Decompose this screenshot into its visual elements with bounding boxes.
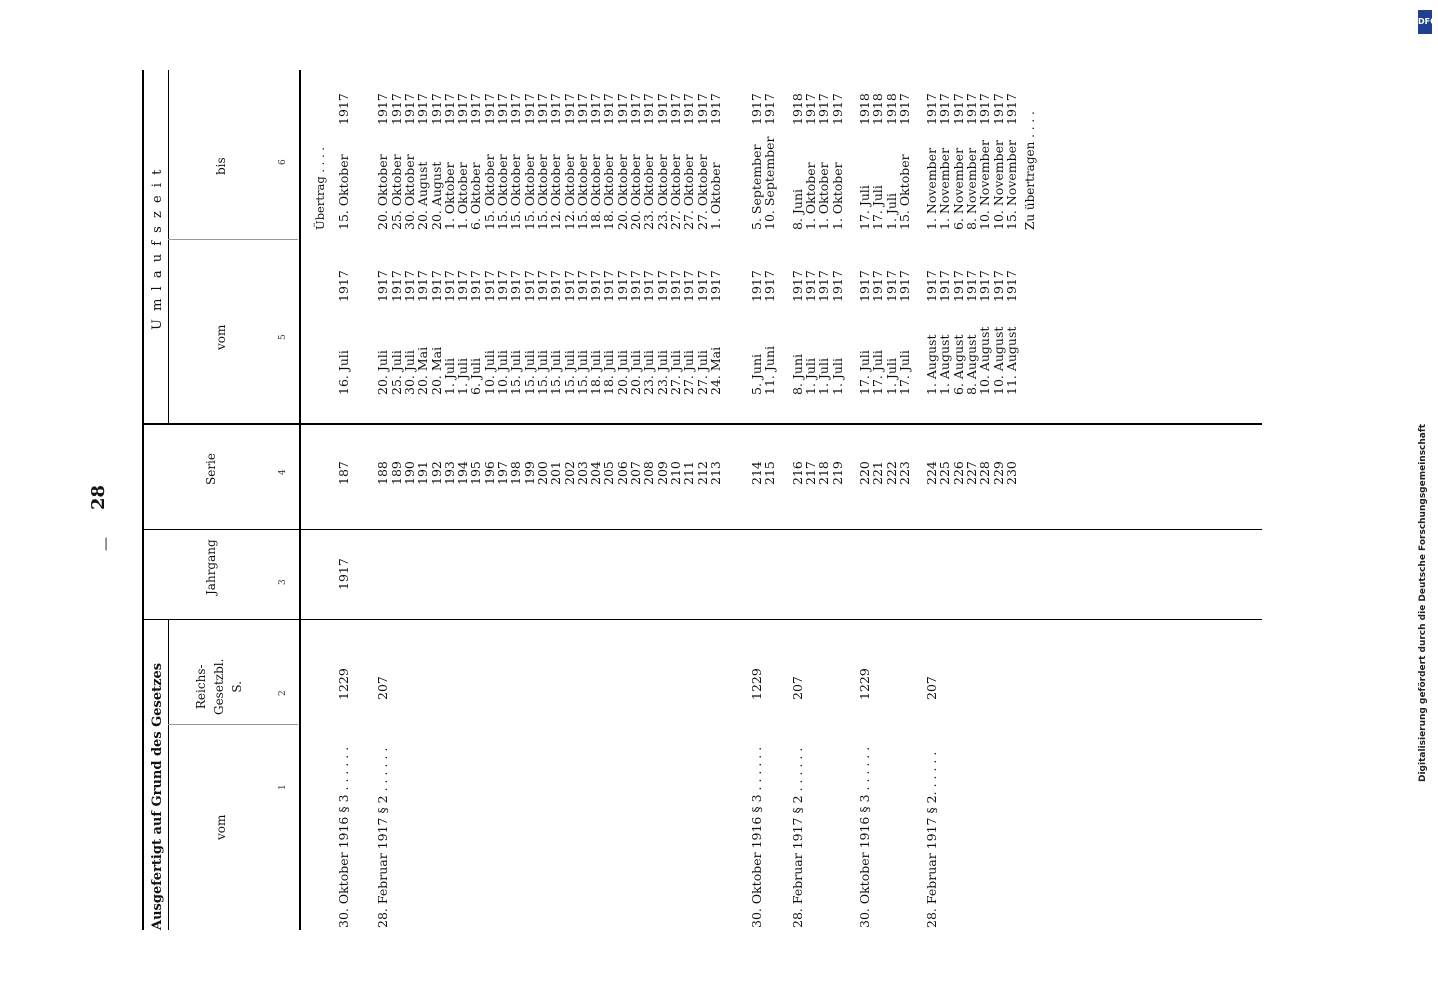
row-bis-jahr: 1918 [870,93,886,125]
row-bis-jahr: 1917 [950,93,966,125]
row-serie: 212 [694,461,710,485]
row-vom: 17. Juli [870,350,886,395]
row-bis-jahr: 1917 [990,93,1006,125]
row-bis-jahr: 1917 [428,93,444,125]
row-gesetz: 28. Februar 1917 § 2. . . . . . [924,751,940,928]
row-vom-jahr: 1917 [614,270,630,302]
row-bis: 20. Oktober [614,154,630,230]
row-vom: 23. Juli [654,350,670,395]
row-serie: 225 [937,461,953,485]
row-bis: 10. November [990,139,1006,230]
row-serie: 188 [375,461,391,485]
row-vom-jahr: 1917 [455,270,471,302]
row-vom: 6. August [950,334,966,395]
row-bis-jahr: 1917 [401,93,417,125]
row-bis: 1. Oktober [816,162,832,230]
row-vom: 1. Juli [441,358,457,395]
row-serie: 219 [829,461,845,485]
row-vom: 23. Juli [641,350,657,395]
row-serie: 198 [508,461,524,485]
row-bis: 27. Oktober [681,154,697,230]
row-bis-jahr: 1917 [481,93,497,125]
row-bis-jahr: 1917 [468,93,484,125]
row-vom: 27. Juli [667,350,683,395]
row-vom: 1. Juli [829,358,845,395]
row-vom-jahr: 1917 [707,270,723,302]
row-vom: 20. Mai [415,346,431,395]
row-serie: 204 [588,461,604,485]
row-gesetz: 28. Februar 1917 § 2 . . . . . . [375,747,391,928]
row-vom: 15. Juli [508,350,524,395]
row-serie: 189 [388,461,404,485]
row-serie: 192 [428,461,444,485]
row-serie: 207 [628,461,643,485]
row-serie: 205 [601,461,617,485]
row-serie: 217 [803,461,818,485]
row-vom: 1. August [937,334,953,395]
row-bis-jahr: 1917 [749,93,765,125]
row-serie: 221 [870,461,886,485]
row-vom: 17. Juli [896,350,912,395]
row-bis: 1. Oktober [829,162,845,230]
row-serie: 210 [667,461,683,485]
row-vom: 1. Juli [455,358,471,395]
row-serie: 208 [641,461,657,485]
row-bis-jahr: 1917 [924,93,940,125]
row-vom: 1. Juli [803,358,818,395]
row-vom: 24. Mai [707,346,723,395]
row-bis-jahr: 1917 [762,93,778,125]
row-vom-jahr: 1917 [803,270,818,302]
row-serie: 220 [856,461,872,485]
row-bis: 1. November [937,147,953,230]
rule-header-bottom [299,70,301,930]
row-bis-jahr: 1917 [534,93,550,125]
row-vom: 17. Juli [856,350,872,395]
row-bis: 27. Oktober [694,154,710,230]
row-vom: 11. Juni [762,346,778,395]
dfg-logo: DFG [1418,10,1432,34]
row-bis-jahr: 1917 [694,93,710,125]
row-vom-jahr: 1917 [534,270,550,302]
row-vom-jahr: 1917 [667,270,683,302]
row-bis: 10. November [977,139,993,230]
row-jahrgang: 1917 [336,558,351,590]
header-col5: vom [214,324,228,350]
row-vom-jahr: 1917 [870,270,886,302]
page-number: 28 [88,484,109,510]
row-vom-jahr: 1917 [829,270,845,302]
row-bis: 6. November [950,147,966,230]
row-bis: 1. Oktober [803,162,818,230]
row-serie: 226 [950,461,966,485]
row-serie: 202 [561,461,577,485]
row-bis: 1. Oktober [455,162,471,230]
row-bis: 15. Oktober [574,154,590,230]
row-bis-jahr: 1917 [803,93,818,125]
row-vom-jahr: 1917 [990,270,1006,302]
row-bis: 1. Oktober [707,162,723,230]
row-vom-jahr: 1917 [336,270,351,302]
row-serie: 201 [548,461,564,485]
row-vom: 27. Juli [694,350,710,395]
row-bis: 20. August [415,161,431,230]
header-col1: vom [214,814,228,840]
row-seite: 1229 [856,668,872,700]
row-vom-jahr: 1917 [588,270,604,302]
row-seite: 1229 [336,668,351,700]
row-serie: 203 [574,461,590,485]
header-group-right: U m l a u f s z e i t [150,167,165,330]
row-bis: 6. Oktober [468,162,484,230]
row-serie: 190 [401,461,417,485]
row-vom: 18. Juli [588,350,604,395]
header-group-left: Ausgefertigt auf Grund des Gesetzes [150,662,165,930]
row-vom-jahr: 1917 [428,270,444,302]
row-vom-jahr: 1917 [749,270,765,302]
row-bis-jahr: 1917 [508,93,524,125]
row-vom: 15. Juli [521,350,537,395]
row-vom: 20. Mai [428,346,444,395]
row-vom-jahr: 1917 [548,270,564,302]
row-bis: 8. November [964,147,979,230]
row-bis-jahr: 1917 [336,93,351,125]
row-bis-jahr: 1917 [521,93,537,125]
row-bis-jahr: 1917 [561,93,577,125]
row-vom: 1. Juli [816,358,832,395]
row-vom: 8. Juni [789,353,805,395]
row-bis-jahr: 1917 [667,93,683,125]
row-bis-jahr: 1918 [883,93,899,125]
row-bis-jahr: 1917 [455,93,471,125]
row-vom-jahr: 1917 [964,270,979,302]
colnum-5: 5 [278,334,288,340]
row-bis: 15. Oktober [534,154,550,230]
row-bis: 15. Oktober [521,154,537,230]
row-bis-jahr: 1918 [856,93,872,125]
row-serie: 193 [441,461,457,485]
row-vom-jahr: 1917 [628,270,643,302]
row-bis: 27. Oktober [667,154,683,230]
row-bis: 12. Oktober [548,154,564,230]
row-bis-jahr: 1917 [681,93,697,125]
row-serie: 197 [495,461,510,485]
row-vom-jahr: 1917 [495,270,510,302]
row-bis-jahr: 1917 [574,93,590,125]
row-serie: 215 [762,461,778,485]
row-vom: 30. Juli [401,350,417,395]
row-bis: 20. August [428,161,444,230]
row-bis-jahr: 1917 [628,93,643,125]
row-serie: 199 [521,461,537,485]
row-vom: 27. Juli [681,350,697,395]
row-bis: 18. Oktober [588,154,604,230]
row-bis: 15. Oktober [481,154,497,230]
rule-top [142,70,144,930]
row-bis-jahr: 1917 [937,93,953,125]
colnum-6: 6 [278,159,288,165]
row-bis-jahr: 1917 [707,93,723,125]
row-bis: 15. Oktober [336,154,351,230]
row-vom-jahr: 1917 [694,270,710,302]
row-vom-jahr: 1917 [415,270,431,302]
rule-v2 [142,619,1262,620]
row-vom-jahr: 1917 [1003,270,1019,302]
row-bis: 17. Juli [856,185,872,230]
page-dash: — [98,537,114,551]
row-serie: 209 [654,461,670,485]
row-serie: 196 [481,461,497,485]
row-bis: 15. Oktober [495,154,510,230]
rule-group-right [168,70,169,425]
row-vom-jahr: 1917 [896,270,912,302]
row-serie: 194 [455,461,471,485]
row-bis: 23. Oktober [654,154,670,230]
row-bis: 15. Oktober [508,154,524,230]
row-gesetz: 30. Oktober 1916 § 3 . . . . . . [336,746,351,928]
row-vom-jahr: 1917 [468,270,484,302]
row-vom: 1. Juli [883,358,899,395]
row-gesetz: 28. Februar 1917 § 2 . . . . . . [789,747,805,928]
row-bis: 15. Oktober [896,154,912,230]
row-bis: 5. September [749,144,765,230]
row-bis-jahr: 1918 [789,93,805,125]
row-bis: 30. Oktober [401,154,417,230]
colnum-2: 2 [278,690,288,696]
row-serie: 195 [468,461,484,485]
row-serie: 216 [789,461,805,485]
row-serie: 224 [924,461,940,485]
row-vom-jahr: 1917 [654,270,670,302]
row-bis: 15. November [1003,139,1019,230]
row-bis-jahr: 1917 [816,93,832,125]
row-serie: 230 [1003,461,1019,485]
row-vom-jahr: 1917 [789,270,805,302]
row-serie: 187 [336,461,351,485]
header-col6: bis [214,157,228,175]
row-seite: 207 [789,676,805,700]
row-bis-jahr: 1917 [388,93,404,125]
row-vom: 8. August [964,334,979,395]
rule-v3 [142,529,1262,530]
row-vom: 5. Juni [749,353,765,395]
row-vom-jahr: 1917 [950,270,966,302]
row-bis-jahr: 1917 [964,93,979,125]
row-bis-jahr: 1917 [977,93,993,125]
row-vom: 15. Juli [561,350,577,395]
row-bis-jahr: 1917 [548,93,564,125]
rule-v4 [142,423,1262,425]
row-vom-jahr: 1917 [681,270,697,302]
row-bis: 1. Juli [883,193,899,230]
row-vom: 11. August [1003,326,1019,395]
row-vom: 10. August [990,326,1006,395]
row-bis: 20. Oktober [375,154,391,230]
row-serie: 214 [749,461,765,485]
dfg-text: Digitalisierung gefördert durch die Deutsche Forschungsgemeinschaft [1418,423,1428,782]
row-vom-jahr: 1917 [937,270,953,302]
row-serie: 218 [816,461,832,485]
row-vom: 10. Juli [481,350,497,395]
row-vom: 15. Juli [574,350,590,395]
row-vom: 25. Juli [388,350,404,395]
rule-group [168,620,169,930]
row-serie: 213 [707,461,723,485]
row-serie: 191 [415,461,431,485]
row-bis: 1. November [924,147,940,230]
dfg-side-note [1418,10,1438,782]
row-bis-jahr: 1917 [896,93,912,125]
row-vom-jahr: 1917 [641,270,657,302]
row-vom-jahr: 1917 [601,270,617,302]
row-seite: 1229 [749,668,765,700]
row-serie: 228 [977,461,993,485]
row-vom-jahr: 1917 [521,270,537,302]
row-bis: 25. Oktober [388,154,404,230]
row-vom-jahr: 1917 [375,270,391,302]
row-vom-jahr: 1917 [924,270,940,302]
row-bis-jahr: 1917 [415,93,431,125]
row-vom: 10. August [977,326,993,395]
row-serie: 223 [896,461,912,485]
row-vom-jahr: 1917 [883,270,899,302]
row-bis: 17. Juli [870,185,886,230]
row-vom-jahr: 1917 [508,270,524,302]
row-bis-jahr: 1917 [641,93,657,125]
row-serie: 227 [964,461,979,485]
row-serie: 206 [614,461,630,485]
row-bis: 12. Oktober [561,154,577,230]
row-vom-jahr: 1917 [574,270,590,302]
row-bis: 8. Juni [789,188,805,230]
row-bis-jahr: 1917 [588,93,604,125]
row-vom: 20. Juli [628,350,643,395]
header-col3: Jahrgang [204,539,218,595]
row-bis-jahr: 1917 [441,93,457,125]
row-gesetz: 30. Oktober 1916 § 3 . . . . . . [749,746,765,928]
row-gesetz: 30. Oktober 1916 § 3 . . . . . . [856,746,872,928]
row-vom: 16. Juli [336,350,351,395]
header-col2: Reichs- Gesetzbl. S. [194,658,244,715]
row-vom: 20. Juli [614,350,630,395]
row-serie: 200 [534,461,550,485]
row-seite: 207 [375,676,391,700]
colnum-3: 3 [278,579,288,585]
row-vom: 20. Juli [375,350,391,395]
row-bis: 10. September [762,136,778,230]
row-bis-jahr: 1917 [654,93,670,125]
zu-uebertragen: Zu übertragen . . . . [1023,111,1038,230]
colnum-1: 1 [278,784,288,790]
header-col4: Serie [204,453,218,485]
row-bis: 1. Oktober [441,162,457,230]
row-vom: 10. Juli [495,350,510,395]
row-serie: 222 [883,461,899,485]
row-bis: 20. Oktober [628,154,643,230]
rule-v1 [168,724,298,725]
row-vom-jahr: 1917 [401,270,417,302]
row-bis-jahr: 1917 [375,93,391,125]
circulation-table [142,70,1262,930]
row-vom: 18. Juli [601,350,617,395]
row-bis: 18. Oktober [601,154,617,230]
rule-v5 [168,239,298,240]
row-seite: 207 [924,676,940,700]
row-vom-jahr: 1917 [856,270,872,302]
uebertrag: Übertrag . . . . [313,147,327,230]
row-bis-jahr: 1917 [601,93,617,125]
row-vom: 6. Juli [468,358,484,395]
row-vom-jahr: 1917 [762,270,778,302]
row-vom-jahr: 1917 [441,270,457,302]
row-vom: 1. August [924,334,940,395]
row-vom-jahr: 1917 [977,270,993,302]
row-bis-jahr: 1917 [495,93,510,125]
row-vom: 15. Juli [534,350,550,395]
row-serie: 229 [990,461,1006,485]
row-vom-jahr: 1917 [561,270,577,302]
row-bis-jahr: 1917 [1003,93,1019,125]
row-vom-jahr: 1917 [388,270,404,302]
row-bis-jahr: 1917 [614,93,630,125]
colnum-4: 4 [278,469,288,475]
row-vom: 15. Juli [548,350,564,395]
row-vom-jahr: 1917 [481,270,497,302]
row-bis: 23. Oktober [641,154,657,230]
row-bis-jahr: 1917 [829,93,845,125]
row-serie: 211 [681,461,697,485]
row-vom-jahr: 1917 [816,270,832,302]
